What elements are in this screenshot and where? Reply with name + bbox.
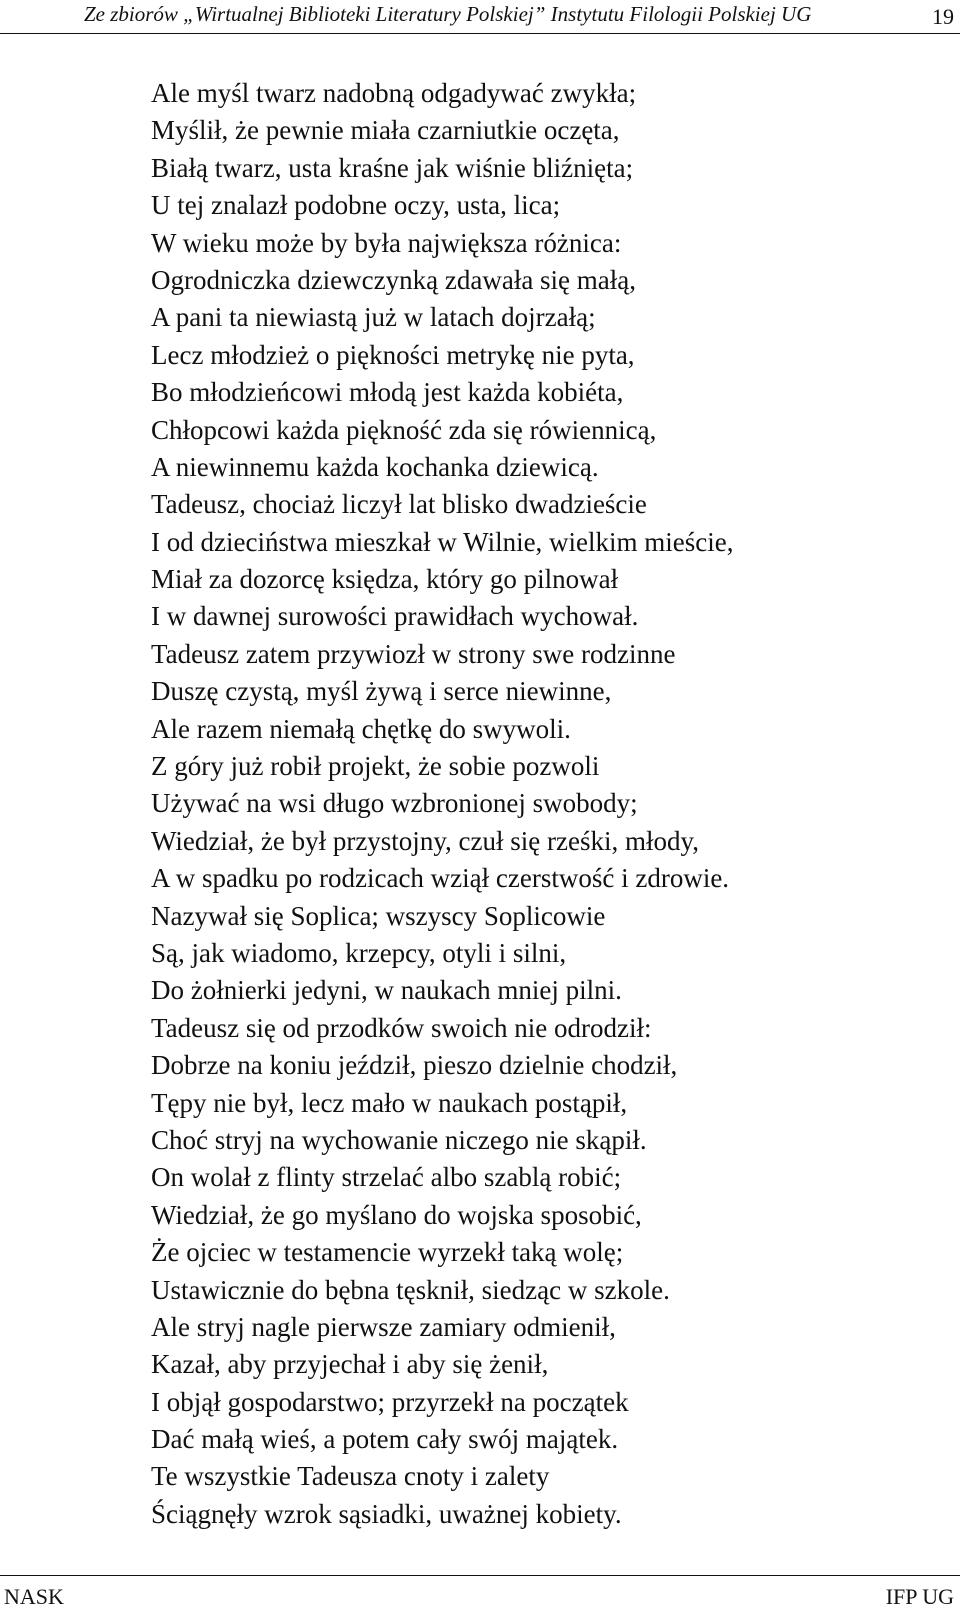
verse-line: U tej znalazł podobne oczy, usta, lica; [151,190,561,221]
verse-line: Lecz młodzież o piękności metrykę nie pyta, [151,339,635,370]
verse-line: Miał za dozorcę księdza, który go pilnował [151,564,619,595]
verse-line: Ściągnęły wzrok sąsiadki, uważnej kobiety. [151,1498,622,1529]
verse-line: Że ojciec w testamencie wyrzekł taką wolę; [151,1237,624,1268]
verse-line: Ustawicznie do bębna tęsknił, siedząc w szkole. [151,1274,670,1305]
verse-line: Ale razem niemałą chętkę do swywoli. [151,713,571,744]
verse-line: Dać małą wieś, a potem cały swój majątek. [151,1424,619,1455]
verse-line: Z góry już robił projekt, że sobie pozwoli [151,751,600,782]
verse-line: Nazywał się Soplica; wszyscy Soplicowie [151,900,606,931]
header-source-text: Ze zbiorów „Wirtualnej Biblioteki Literatury Polskiej” Instytutu Filologii Polskiej UG [84,2,812,26]
page-footer [0,1575,960,1615]
footer-publisher-ifp-ug: IFP UG [885,1584,954,1609]
verse-line: Duszę czystą, myśl żywą i serce niewinne, [151,676,612,707]
verse-line: Myślił, że pewnie miała czarniutkie oczęta, [151,115,620,146]
verse-line: Tępy nie był, lecz mało w naukach postąpił, [151,1087,628,1118]
verse-line: Choć stryj na wychowanie niczego nie skąpił. [151,1124,647,1155]
verse-line: A pani ta niewiastą już w latach dojrzałą; [151,302,596,333]
verse-line: Używać na wsi długo wzbronionej swobody; [151,788,638,819]
footer-publisher-nask: NASK [4,1584,64,1609]
verse-line: Ogrodniczka dziewczynką zdawała się małą, [151,264,637,295]
verse-line: A niewinnemu każda kochanka dziewicą. [151,451,599,482]
verse-line: A w spadku po rodzicach wziął czerstwość i zdrowie. [151,863,730,894]
verse-line: Ale myśl twarz nadobną odgadywać zwykła; [151,78,637,108]
verse-line: Do żołnierki jedyni, w naukach mniej pilni. [151,975,622,1006]
verse-line: On wolał z flinty strzelać albo szablą robić; [151,1162,622,1193]
verse-line: I w dawnej surowości prawidłach wychował. [151,601,639,632]
verse-line: Są, jak wiadomo, krzepcy, otyli i silni, [151,937,567,968]
verse-line: I objął gospodarstwo; przyrzekł na początek [151,1386,629,1417]
verse-line: Chłopcowi każda piękność zda się rówiennicą, [151,414,657,445]
poem-text [151,75,734,1533]
verse-line: Ale stryj nagle pierwsze zamiary odmienił, [151,1311,616,1342]
verse-line: Dobrze na koniu jeździł, pieszo dzielnie chodził, [151,1050,678,1081]
verse-line: Tadeusz zatem przywiozł w strony swe rodzinne [151,638,676,669]
verse-line: W wieku może by była największa różnica: [151,227,622,258]
verse-line: Kazał, aby przyjechał i aby się żenił, [151,1349,549,1380]
verse-line: Te wszystkie Tadeusza cnoty i zalety [151,1461,550,1492]
page-header [0,0,960,34]
verse-line: Białą twarz, usta kraśne jak wiśnie bliźnięta; [151,152,634,183]
verse-line: Wiedział, że go myślano do wojska sposobić, [151,1199,642,1230]
page-number: 19 [932,4,954,29]
verse-line: Wiedział, że był przystojny, czuł się rześki, młody, [151,825,699,856]
verse-line: Tadeusz, chociaż liczył lat blisko dwadzieście [151,489,647,520]
verse-line: Bo młodzieńcowi młodą jest każda kobiéta, [151,377,624,408]
verse-line: Tadeusz się od przodków swoich nie odrodził: [151,1012,652,1043]
verse-line: I od dzieciństwa mieszkał w Wilnie, wielkim mieście, [151,526,734,557]
